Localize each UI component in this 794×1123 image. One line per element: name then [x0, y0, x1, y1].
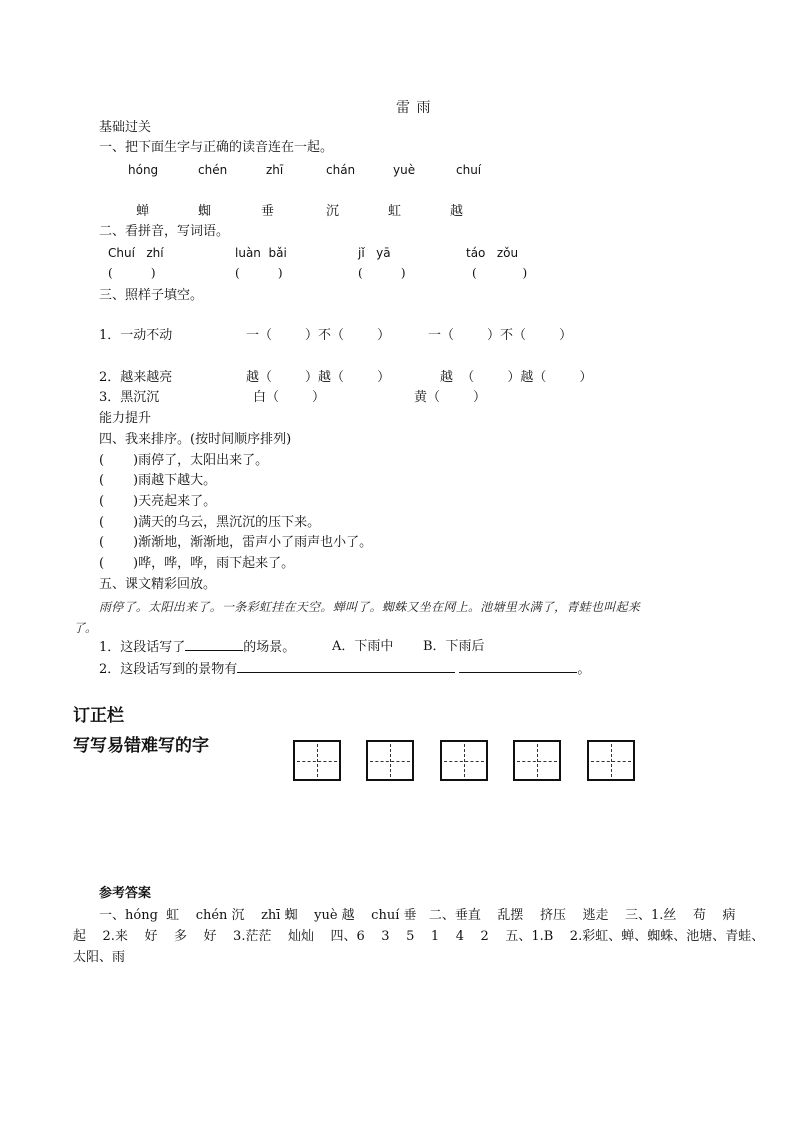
- q1-char: 蝉: [136, 204, 150, 219]
- q2-pinyin: Chuí zhí: [108, 246, 164, 260]
- correction-title: 订正栏: [73, 706, 124, 726]
- practice-grid-box[interactable]: [513, 740, 561, 781]
- q1-pinyin: chén: [198, 163, 228, 177]
- q5-sub1-answer-blank[interactable]: [185, 638, 243, 651]
- answers-title: 参考答案: [99, 886, 152, 901]
- q1-char: 虹: [388, 204, 402, 219]
- q5-sub2-answer-blank[interactable]: [459, 660, 577, 673]
- q4-heading: 四、我来排序。(按时间顺序排列): [99, 432, 292, 447]
- q3-heading: 三、照样子填空。: [99, 288, 204, 303]
- q2-heading: 二、看拼音，写词语。: [99, 224, 230, 239]
- correction-subtitle: 写写易错难写的字: [73, 736, 209, 756]
- q1-char: 沉: [326, 204, 340, 219]
- q4-item[interactable]: ( )雨停了，太阳出来了。: [99, 453, 269, 468]
- q2-answer-bracket[interactable]: ( ): [235, 266, 283, 280]
- answers-line: 起 2.来 好 多 好 3.茫茫 灿灿 四、6 3 5 1 4 2 五、1.B 2.彩虹、蝉、蜘蛛、池塘、青蛙、: [73, 929, 765, 944]
- section-basic-heading: 基础过关: [99, 120, 152, 135]
- q1-pinyin: chán: [326, 163, 356, 177]
- practice-grid-box[interactable]: [440, 740, 488, 781]
- q3-item-blank[interactable]: 黄（ ）: [414, 390, 487, 405]
- page-title: 雷 雨: [396, 100, 432, 116]
- q2-answer-bracket[interactable]: ( ): [358, 266, 406, 280]
- answers-line: 一、hóng 虹 chén 沉 zhī 蜘 yuè 越 chuí 垂 二、垂直 乱摆 挤压 逃走 三、1.丝 苟 病: [99, 908, 736, 923]
- q4-item[interactable]: ( )渐渐地，渐渐地，雷声小了雨声也小了。: [99, 535, 373, 550]
- q5-sub1-suffix: 的场景。: [243, 640, 296, 655]
- q5-sub2-answer-blank[interactable]: [237, 660, 455, 673]
- q2-answer-bracket[interactable]: ( ): [472, 266, 528, 280]
- q3-item-blank[interactable]: 越（ ）越（ ）: [246, 370, 391, 385]
- q1-char: 越: [450, 204, 464, 219]
- q5-sub2-prefix: 2．这段话写到的景物有: [99, 662, 238, 677]
- q1-pinyin: chuí: [456, 163, 482, 177]
- q4-item[interactable]: ( )哗，哗，哗，雨下起来了。: [99, 556, 295, 571]
- q2-answer-bracket[interactable]: ( ): [108, 266, 156, 280]
- q3-item-blank[interactable]: 白（ ）: [253, 390, 326, 405]
- q1-char: 垂: [261, 204, 275, 219]
- q3-item-label: 3．黑沉沉: [99, 390, 160, 405]
- q1-heading: 一、把下面生字与正确的读音连在一起。: [99, 140, 334, 155]
- q1-pinyin: zhī: [266, 163, 284, 177]
- q5-passage-line: 了。: [73, 621, 98, 635]
- q1-char: 蜘: [198, 204, 212, 219]
- q5-passage-line: 雨停了。太阳出来了。一条彩虹挂在天空。蝉叫了。蜘蛛又坐在网上。池塘里水满了，青蛙也叫起来: [99, 600, 641, 614]
- q5-sub1: [99, 638, 295, 657]
- q3-item-label: 1．一动不动: [99, 328, 173, 343]
- q3-item-label: 2．越来越亮: [99, 370, 173, 385]
- q5-sub2-end: 。: [577, 662, 591, 677]
- q3-item-blank[interactable]: 一（ ）不（ ）: [246, 328, 391, 343]
- q5-sub2: [99, 660, 590, 679]
- practice-grid-box[interactable]: [587, 740, 635, 781]
- q5-sub1-prefix: 1．这段话写了: [99, 640, 186, 655]
- q4-item[interactable]: ( )天亮起来了。: [99, 494, 217, 509]
- practice-grid-box[interactable]: [293, 740, 341, 781]
- q2-pinyin: luàn bǎi: [235, 246, 287, 260]
- q1-pinyin: yuè: [393, 163, 416, 177]
- q2-pinyin: jǐ yā: [358, 246, 391, 260]
- q4-item[interactable]: ( )雨越下越大。: [99, 473, 217, 488]
- q2-pinyin: táo zǒu: [466, 246, 519, 260]
- q5-option-a[interactable]: A．下雨中: [332, 639, 394, 654]
- q3-item-blank[interactable]: 一（ ）不（ ）: [428, 328, 573, 343]
- q3-item-blank[interactable]: 越 （ ）越（ ）: [440, 370, 593, 385]
- q5-heading: 五、课文精彩回放。: [99, 577, 217, 592]
- answers-line: 太阳、雨: [73, 950, 126, 965]
- practice-grid-box[interactable]: [366, 740, 414, 781]
- q4-item[interactable]: ( )满天的乌云，黑沉沉的压下来。: [99, 515, 321, 530]
- q5-option-b[interactable]: B．下雨后: [423, 639, 485, 654]
- section-ability-heading: 能力提升: [99, 411, 152, 426]
- q1-pinyin: hóng: [128, 163, 159, 177]
